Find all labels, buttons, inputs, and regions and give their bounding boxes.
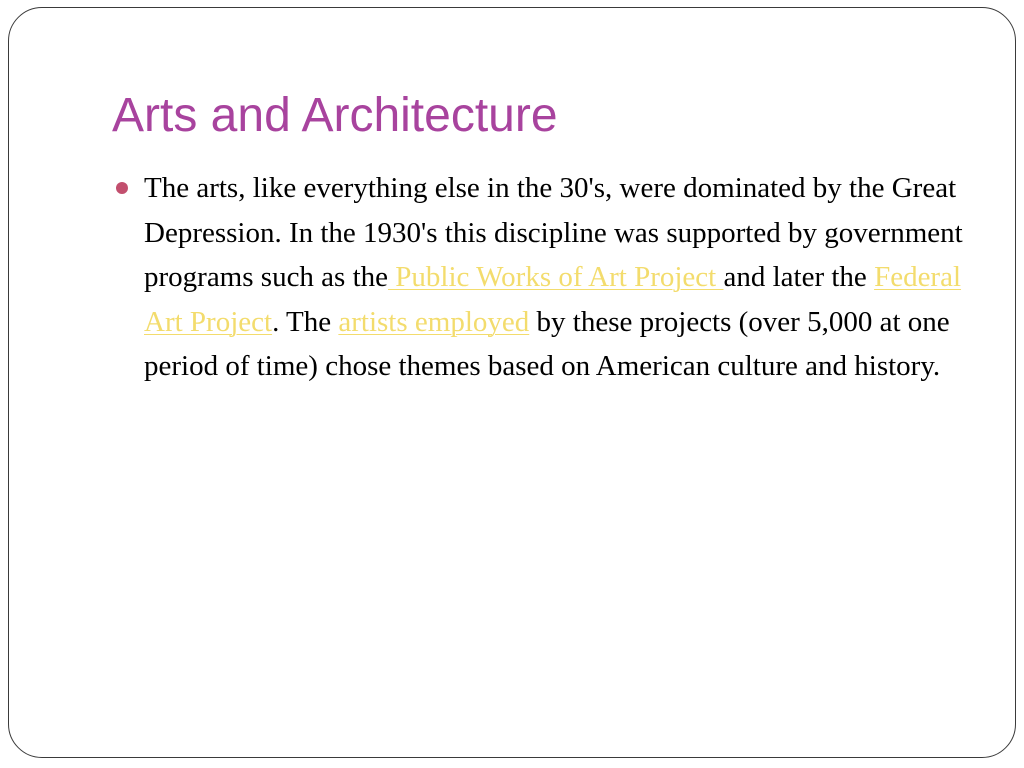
federal-art-project-link[interactable]: Federal Art Project: [144, 261, 962, 338]
artists-employed-link[interactable]: artists employed: [338, 305, 530, 338]
slide-title: Arts and Architecture: [112, 89, 558, 142]
bullet-text-segment: by these projects (over 5,000 at one period of time) chose themes based on American culture and history.: [144, 305, 950, 382]
public-works-of-art-project-link[interactable]: Public Works of Art Project: [388, 261, 724, 293]
bullet-text-segment: . The: [272, 305, 339, 338]
bullet-text-segment: The arts, like everything else in the 30's, were dominated by the Great Depression. In the 1930's this discipline was supported by government programs such as the: [144, 172, 963, 293]
bullet-list: [116, 166, 966, 389]
bullet-dot-icon: [116, 182, 128, 194]
bullet-text-segment: and later the: [723, 261, 875, 293]
bullet-item: [116, 166, 966, 389]
